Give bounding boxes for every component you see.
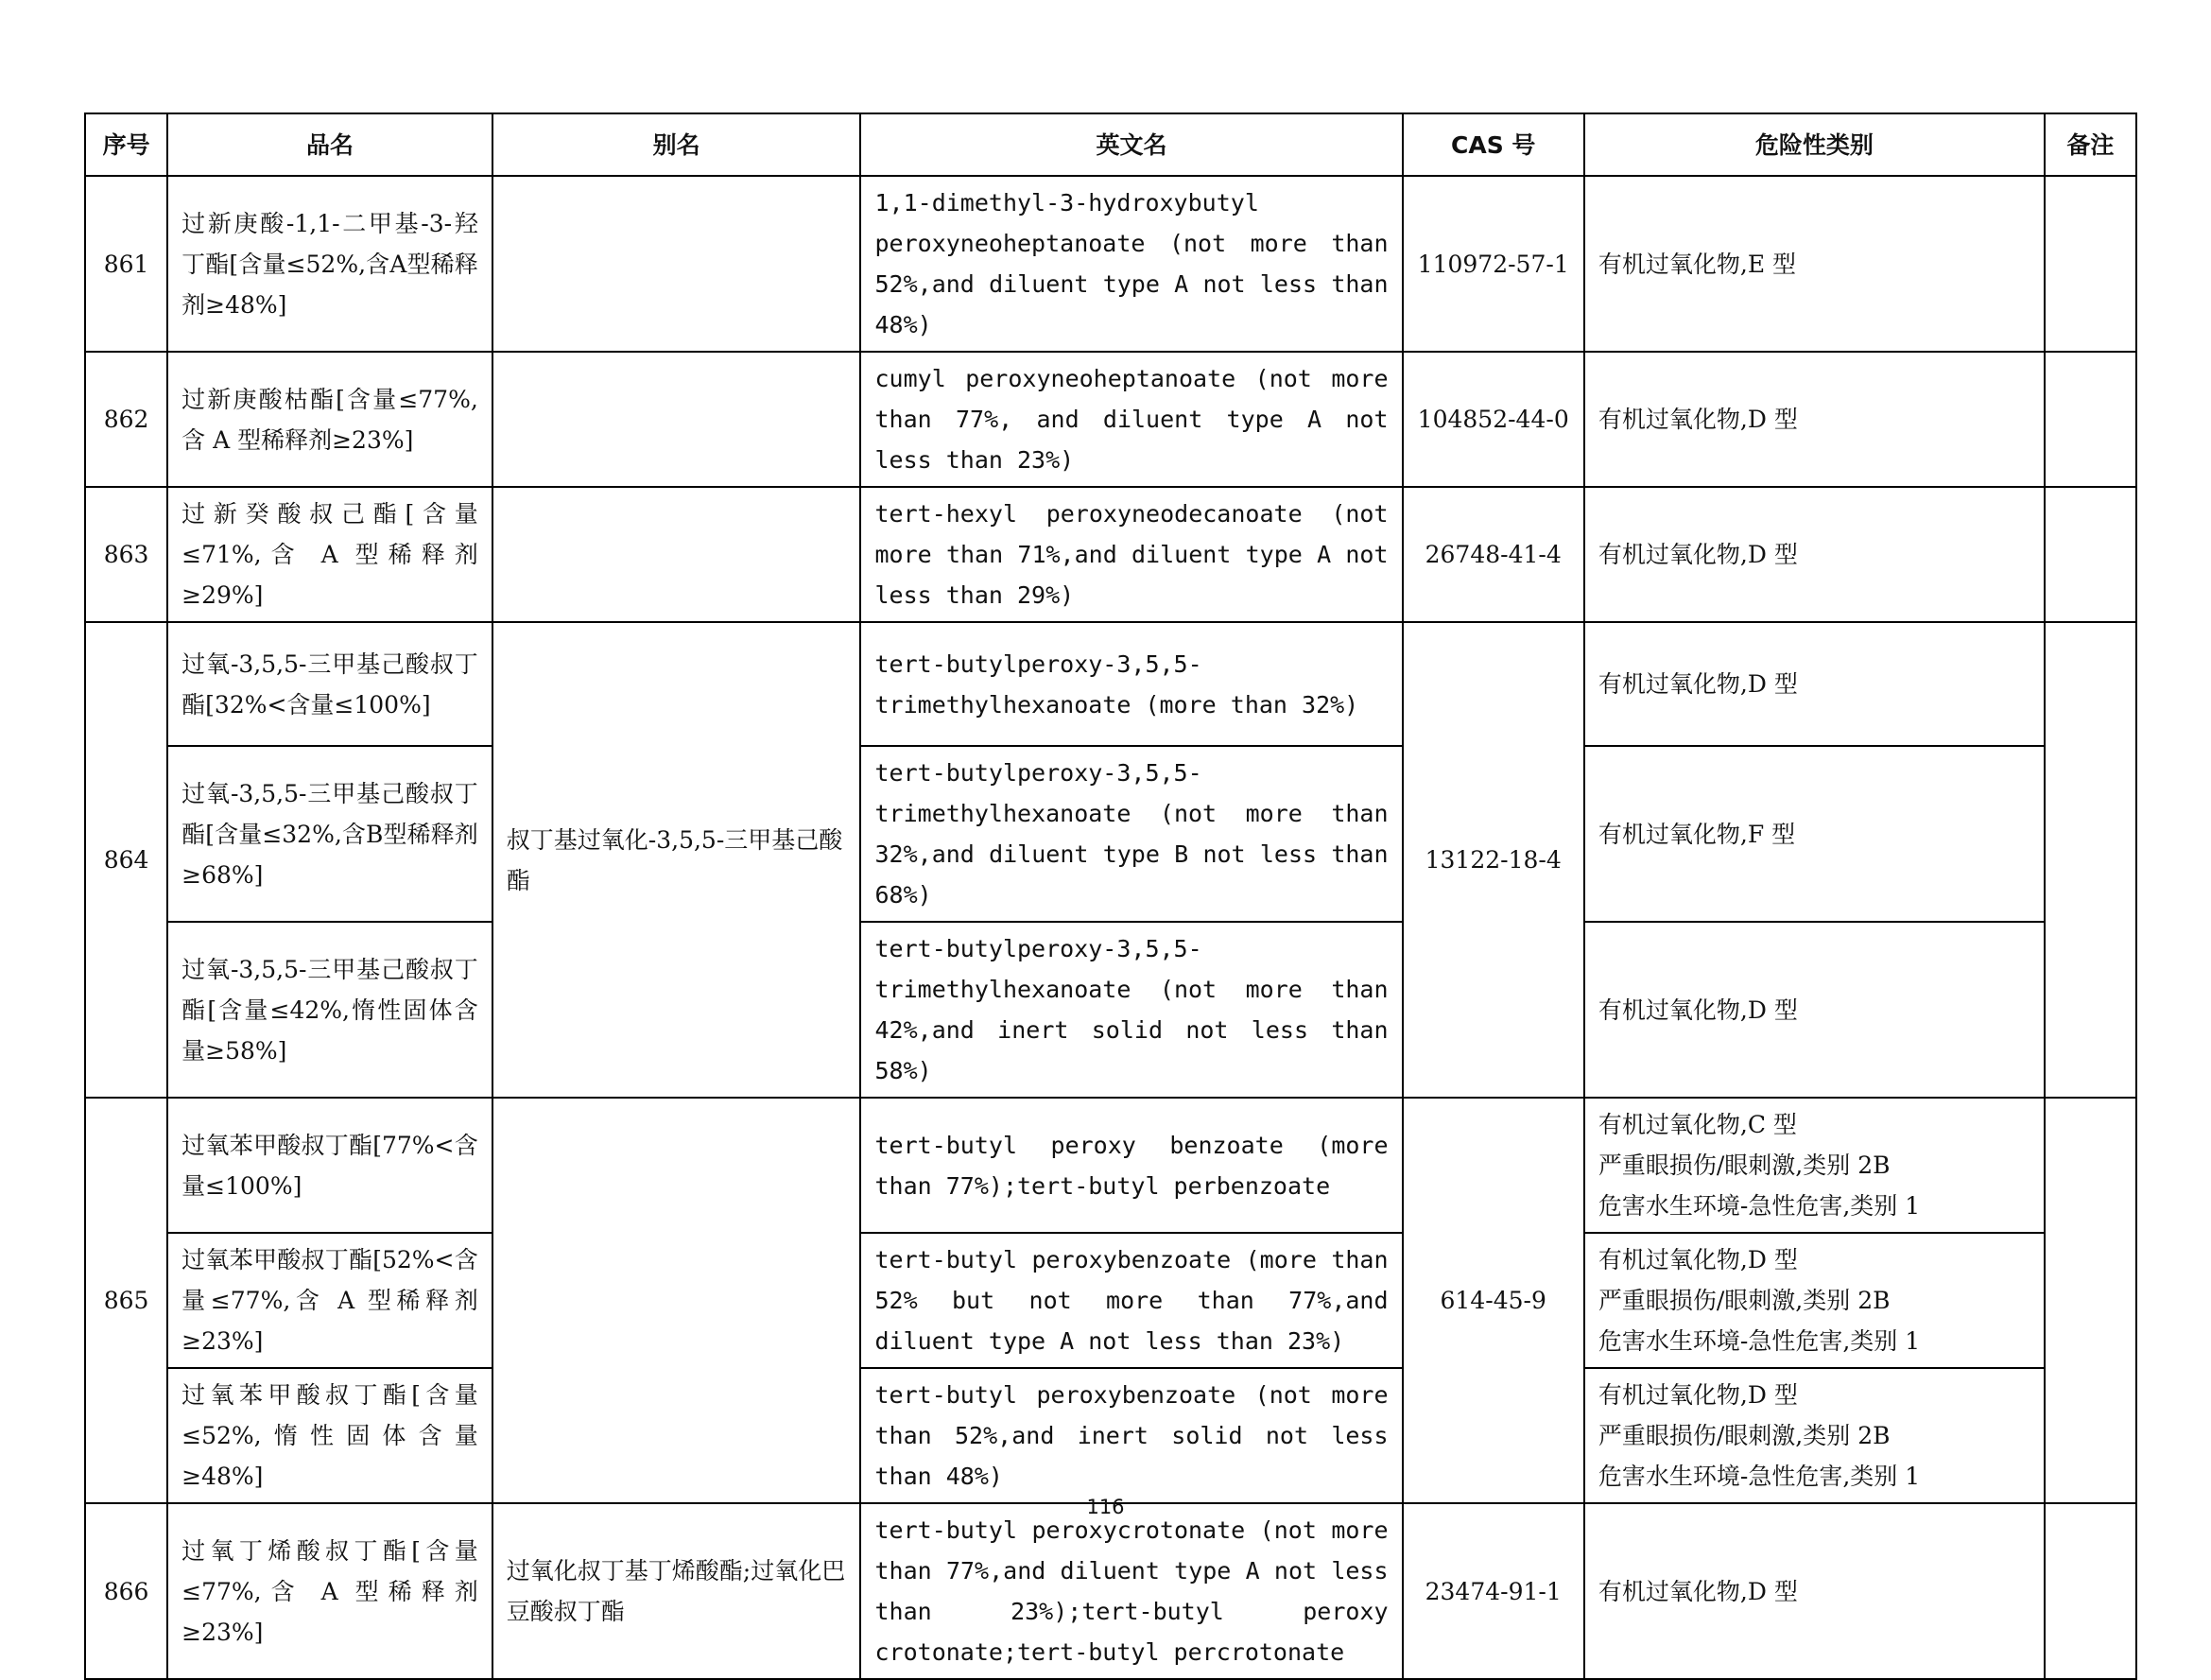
hazard-cell — [1584, 1098, 2045, 1233]
cas-cell: 104852-44-0 — [1403, 352, 1584, 487]
name-cell: 过氧苯甲酸叔丁酯[含量≤52%,惰性固体含量≥48%] — [167, 1368, 492, 1503]
header-hazard: 危险性类别 — [1584, 113, 2045, 176]
seq-cell: 862 — [85, 352, 167, 487]
hazard-cell: 有机过氧化物,E 型 — [1584, 176, 2045, 352]
english-cell: tert-butyl peroxycrotonate (not more than 77%,and diluent type A not less than 23%);tert-butyl peroxy crotonate;tert-butyl percrotonate — [860, 1503, 1402, 1679]
alias-cell: 叔丁基过氧化-3,5,5-三甲基己酸酯 — [492, 622, 861, 1098]
alias-cell — [492, 176, 861, 352]
seq-cell: 864 — [85, 622, 167, 1098]
cas-cell: 110972-57-1 — [1403, 176, 1584, 352]
english-cell: tert-hexyl peroxyneodecanoate (not more than 71%,and diluent type A not less than 29%) — [860, 487, 1402, 622]
name-cell: 过氧丁烯酸叔丁酯[含量≤77%,含 A 型稀释剂≥23%] — [167, 1503, 492, 1679]
seq-cell: 865 — [85, 1098, 167, 1503]
name-cell: 过氧-3,5,5-三甲基己酸叔丁酯[含量≤32%,含B型稀释剂≥68%] — [167, 746, 492, 922]
remark-cell — [2045, 1503, 2136, 1679]
hazard-line: 有机过氧化物,D 型 — [1598, 1246, 1798, 1273]
seq-cell: 861 — [85, 176, 167, 352]
header-name: 品名 — [167, 113, 492, 176]
remark-cell — [2045, 1098, 2136, 1503]
page-number: 116 — [1086, 1496, 1125, 1518]
hazard-cell: 有机过氧化物,D 型 — [1584, 352, 2045, 487]
name-cell: 过氧苯甲酸叔丁酯[52%<含量≤77%,含 A 型稀释剂≥23%] — [167, 1233, 492, 1368]
cas-cell: 614-45-9 — [1403, 1098, 1584, 1503]
alias-cell: 过氧化叔丁基丁烯酸酯;过氧化巴豆酸叔丁酯 — [492, 1503, 861, 1679]
hazard-cell — [1584, 1233, 2045, 1368]
alias-cell — [492, 487, 861, 622]
remark-cell — [2045, 487, 2136, 622]
table-row — [85, 622, 2136, 746]
chemical-catalog-table — [84, 113, 2137, 1680]
table-row — [85, 1098, 2136, 1233]
english-cell: tert-butylperoxy-3,5,5-trimethylhexanoate (not more than 32%,and diluent type B not less than 68%) — [860, 746, 1402, 922]
cas-cell: 26748-41-4 — [1403, 487, 1584, 622]
table-header-row — [85, 113, 2136, 176]
cas-cell: 23474-91-1 — [1403, 1503, 1584, 1679]
header-alias: 别名 — [492, 113, 861, 176]
name-cell: 过新庚酸-1,1-二甲基-3-羟丁酯[含量≤52%,含A型稀释剂≥48%] — [167, 176, 492, 352]
hazard-cell — [1584, 1368, 2045, 1503]
table-row — [85, 1368, 2136, 1503]
hazard-cell: 有机过氧化物,F 型 — [1584, 746, 2045, 922]
name-cell: 过氧-3,5,5-三甲基己酸叔丁酯[含量≤42%,惰性固体含量≥58%] — [167, 922, 492, 1098]
hazard-cell: 有机过氧化物,D 型 — [1584, 622, 2045, 746]
hazard-cell: 有机过氧化物,D 型 — [1584, 1503, 2045, 1679]
hazard-line: 危害水生环境-急性危害,类别 1 — [1598, 1327, 1921, 1355]
table-row — [85, 487, 2136, 622]
name-cell: 过新癸酸叔己酯[含量≤71%,含 A 型稀释剂≥29%] — [167, 487, 492, 622]
hazard-line: 有机过氧化物,C 型 — [1598, 1111, 1797, 1138]
english-cell: 1,1-dimethyl-3-hydroxybutyl peroxyneoheptanoate (not more than 52%,and diluent type A not less than 48%) — [860, 176, 1402, 352]
alias-cell — [492, 1098, 861, 1503]
alias-cell — [492, 352, 861, 487]
name-cell: 过氧苯甲酸叔丁酯[77%<含量≤100%] — [167, 1098, 492, 1233]
english-cell: tert-butyl peroxybenzoate (more than 52% but not more than 77%,and diluent type A not less than 23%) — [860, 1233, 1402, 1368]
header-remark: 备注 — [2045, 113, 2136, 176]
header-cas: CAS 号 — [1403, 113, 1584, 176]
remark-cell — [2045, 622, 2136, 1098]
english-cell: tert-butylperoxy-3,5,5-trimethylhexanoate (more than 32%) — [860, 622, 1402, 746]
name-cell: 过新庚酸枯酯[含量≤77%,含 A 型稀释剂≥23%] — [167, 352, 492, 487]
seq-cell: 863 — [85, 487, 167, 622]
hazard-cell: 有机过氧化物,D 型 — [1584, 922, 2045, 1098]
name-cell: 过氧-3,5,5-三甲基己酸叔丁酯[32%<含量≤100%] — [167, 622, 492, 746]
hazard-cell: 有机过氧化物,D 型 — [1584, 487, 2045, 622]
table-row — [85, 746, 2136, 922]
hazard-line: 严重眼损伤/眼刺激,类别 2B — [1598, 1152, 1891, 1179]
table-row — [85, 352, 2136, 487]
table-row — [85, 1503, 2136, 1679]
table-row — [85, 1233, 2136, 1368]
hazard-line: 严重眼损伤/眼刺激,类别 2B — [1598, 1422, 1891, 1449]
remark-cell — [2045, 352, 2136, 487]
header-english: 英文名 — [860, 113, 1402, 176]
cas-cell: 13122-18-4 — [1403, 622, 1584, 1098]
hazard-line: 严重眼损伤/眼刺激,类别 2B — [1598, 1287, 1891, 1314]
english-cell: tert-butyl peroxy benzoate (more than 77%);tert-butyl perbenzoate — [860, 1098, 1402, 1233]
remark-cell — [2045, 176, 2136, 352]
table-row — [85, 922, 2136, 1098]
header-seq: 序号 — [85, 113, 167, 176]
hazard-line: 危害水生环境-急性危害,类别 1 — [1598, 1463, 1921, 1490]
english-cell: cumyl peroxyneoheptanoate (not more than 77%, and diluent type A not less than 23%) — [860, 352, 1402, 487]
table-row — [85, 176, 2136, 352]
hazard-line: 有机过氧化物,D 型 — [1598, 1381, 1798, 1409]
hazard-line: 危害水生环境-急性危害,类别 1 — [1598, 1192, 1921, 1220]
english-cell: tert-butyl peroxybenzoate (not more than 52%,and inert solid not less than 48%) — [860, 1368, 1402, 1503]
english-cell: tert-butylperoxy-3,5,5-trimethylhexanoate (not more than 42%,and inert solid not less than 58%) — [860, 922, 1402, 1098]
seq-cell: 866 — [85, 1503, 167, 1679]
